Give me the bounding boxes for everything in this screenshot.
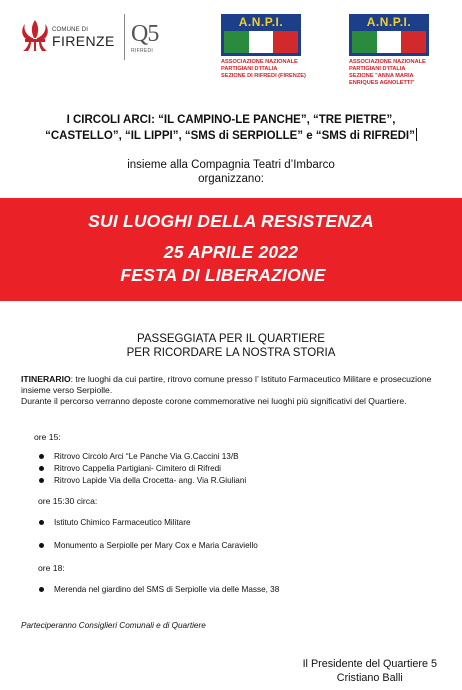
anpi-agnoletti-caption: ASSOCIAZIONE NAZIONALE PARTIGIANI D'ITALIA SEZIONE "ANNA MARIA ENRIQUES AGNOLETTI" (349, 59, 426, 86)
comune-firenze-logo (20, 18, 120, 58)
florence-lily-icon (20, 18, 50, 54)
list-item: Istituto Chimico Farmaceutico Militare (38, 517, 258, 529)
list-item: Monumento a Serpiolle per Mary Cox e Maria Caraviello (38, 540, 258, 552)
anpi-agnoletti-logo (349, 14, 437, 87)
italian-flag-icon (352, 31, 426, 53)
banner-title: SUI LUOGHI DELLA RESISTENZA (88, 211, 374, 231)
quartiere-5-logo (131, 22, 177, 66)
time-label: ore 15: (34, 432, 61, 442)
firenze-label: FIRENZE (52, 33, 115, 49)
meeting-points-list (38, 451, 246, 487)
anpi-badge (349, 14, 429, 56)
itinerary-label: ITINERARIO (21, 374, 71, 384)
event-banner (0, 198, 462, 301)
comune-di-label: COMUNE DI (52, 27, 89, 33)
time-label: ore 15:30 circa: (38, 496, 98, 506)
list-item: Ritrovo Circolo Arci “Le Panche Via G.Caccini 13/B (38, 451, 246, 463)
signature-role: Il Presidente del Quartiere 5 (302, 658, 437, 670)
circoli-heading (0, 112, 462, 144)
logo-divider (124, 14, 125, 60)
stops-list (38, 517, 258, 552)
walk-line-1: PASSEGGIATA PER IL QUARTIERE (137, 333, 325, 345)
itinerary-text: : tre luoghi da cui partire, ritrovo comune presso l’ Istituto Farmaceutico Militare e prosecuzione insieme verso Serpiolle. (21, 374, 432, 395)
insieme-line-1: insieme alla Compagnia Teatri d’Imbarco (127, 159, 335, 171)
italian-flag-icon (224, 31, 298, 53)
anpi-badge (221, 14, 301, 56)
text-cursor (416, 128, 417, 141)
q5-mark: Q5 (131, 21, 159, 47)
anpi-title: A.N.P.I. (366, 15, 412, 29)
banner-date: 25 APRILE 2022 (163, 242, 299, 262)
final-stop-list (38, 584, 279, 596)
walk-line-2: PER RICORDARE LA NOSTRA STORIA (126, 347, 336, 359)
banner-subtitle: FESTA DI LIBERAZIONE (120, 265, 326, 285)
itinerary-paragraph (21, 374, 433, 406)
time-label: ore 18: (38, 563, 65, 573)
circoli-line-1: I CIRCOLI ARCI: “IL CAMPINO-LE PANCHE”, “TRE PIETRE”, (66, 114, 396, 126)
list-item: Ritrovo Lapide Via della Crocetta- ang. Via R.Giuliani (38, 475, 246, 487)
list-item: Ritrovo Cappella Partigiani- Cimitero di Rifredi (38, 463, 246, 475)
signature-name: Cristiano Balli (336, 672, 403, 684)
circoli-line-2: “CASTELLO”, “IL LIPPI”, “SMS di SERPIOLLE” e “SMS di RIFREDI” (45, 130, 415, 142)
list-item: Merenda nel giardino del SMS di Serpiolle via delle Masse, 38 (38, 584, 279, 596)
participants-note: Parteciperanno Consiglieri Comunali e di Quartiere (21, 621, 206, 630)
itinerary-text-2: Durante il percorso verranno deposte corone commemorative nei luoghi più significativi del Quartiere. (21, 395, 407, 406)
insieme-line-2: organizzano: (198, 173, 264, 185)
anpi-rifredi-logo (221, 14, 309, 80)
signature-block (303, 657, 437, 685)
walk-heading (0, 332, 462, 360)
organizers-text (0, 158, 462, 186)
anpi-rifredi-caption: ASSOCIAZIONE NAZIONALE PARTIGIANI D'ITALIA SEZIONE DI RIFREDI (FIRENZE) (221, 59, 306, 79)
anpi-title: A.N.P.I. (238, 15, 284, 29)
rifredi-label: RIFREDI (131, 48, 154, 54)
